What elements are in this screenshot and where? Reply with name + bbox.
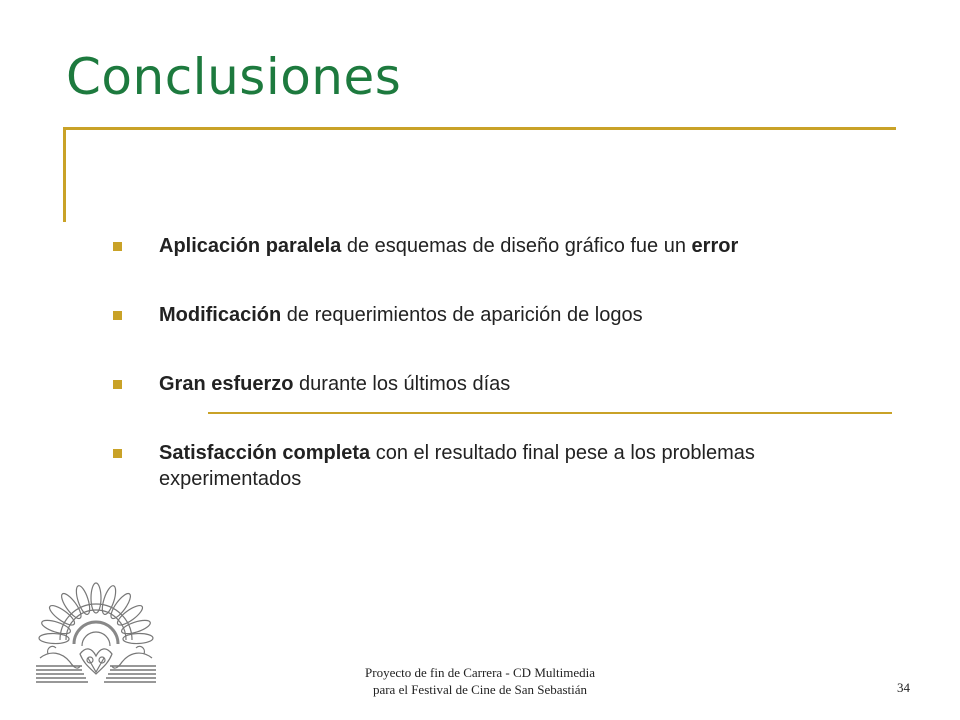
- slide-title: Conclusiones: [66, 48, 402, 106]
- square-bullet-icon: [113, 242, 122, 251]
- bullet-item-4: [113, 440, 893, 492]
- bullet-text: de esquemas de diseño gráfico fue un: [341, 235, 692, 257]
- bullet-bold-text: Aplicación paralela: [159, 235, 342, 257]
- square-bullet-icon: [113, 449, 122, 458]
- bullet-text: de requerimientos de aparición de logos: [281, 304, 643, 326]
- festival-shell-logo-icon: [30, 574, 162, 694]
- square-bullet-icon: [113, 311, 122, 320]
- footer-line-1: Proyecto de fin de Carrera - CD Multimedia: [365, 665, 595, 680]
- footer-line-2: para el Festival de Cine de San Sebastián: [372, 682, 588, 697]
- bullet-text: con el resultado final pese a los problemas experimentados: [159, 442, 755, 490]
- bullet-text: durante los últimos días: [293, 373, 511, 395]
- bullet-list: [113, 233, 893, 492]
- bullet-bold-text: Satisfacción completa: [159, 442, 371, 464]
- title-rule-vertical: [63, 127, 66, 222]
- bullet-bold-text: Gran esfuerzo: [159, 373, 294, 395]
- bullet-item-3: [113, 371, 893, 397]
- square-bullet-icon: [113, 380, 122, 389]
- bullet-item-2: [113, 302, 893, 328]
- slide-footer: [300, 664, 660, 698]
- bullet-item-1: [113, 233, 893, 259]
- title-rule-horizontal: [63, 127, 896, 130]
- bullet-bold-text: Modificación: [159, 304, 282, 326]
- page-number: 34: [897, 680, 910, 695]
- bullet-bold-text: error: [691, 235, 739, 257]
